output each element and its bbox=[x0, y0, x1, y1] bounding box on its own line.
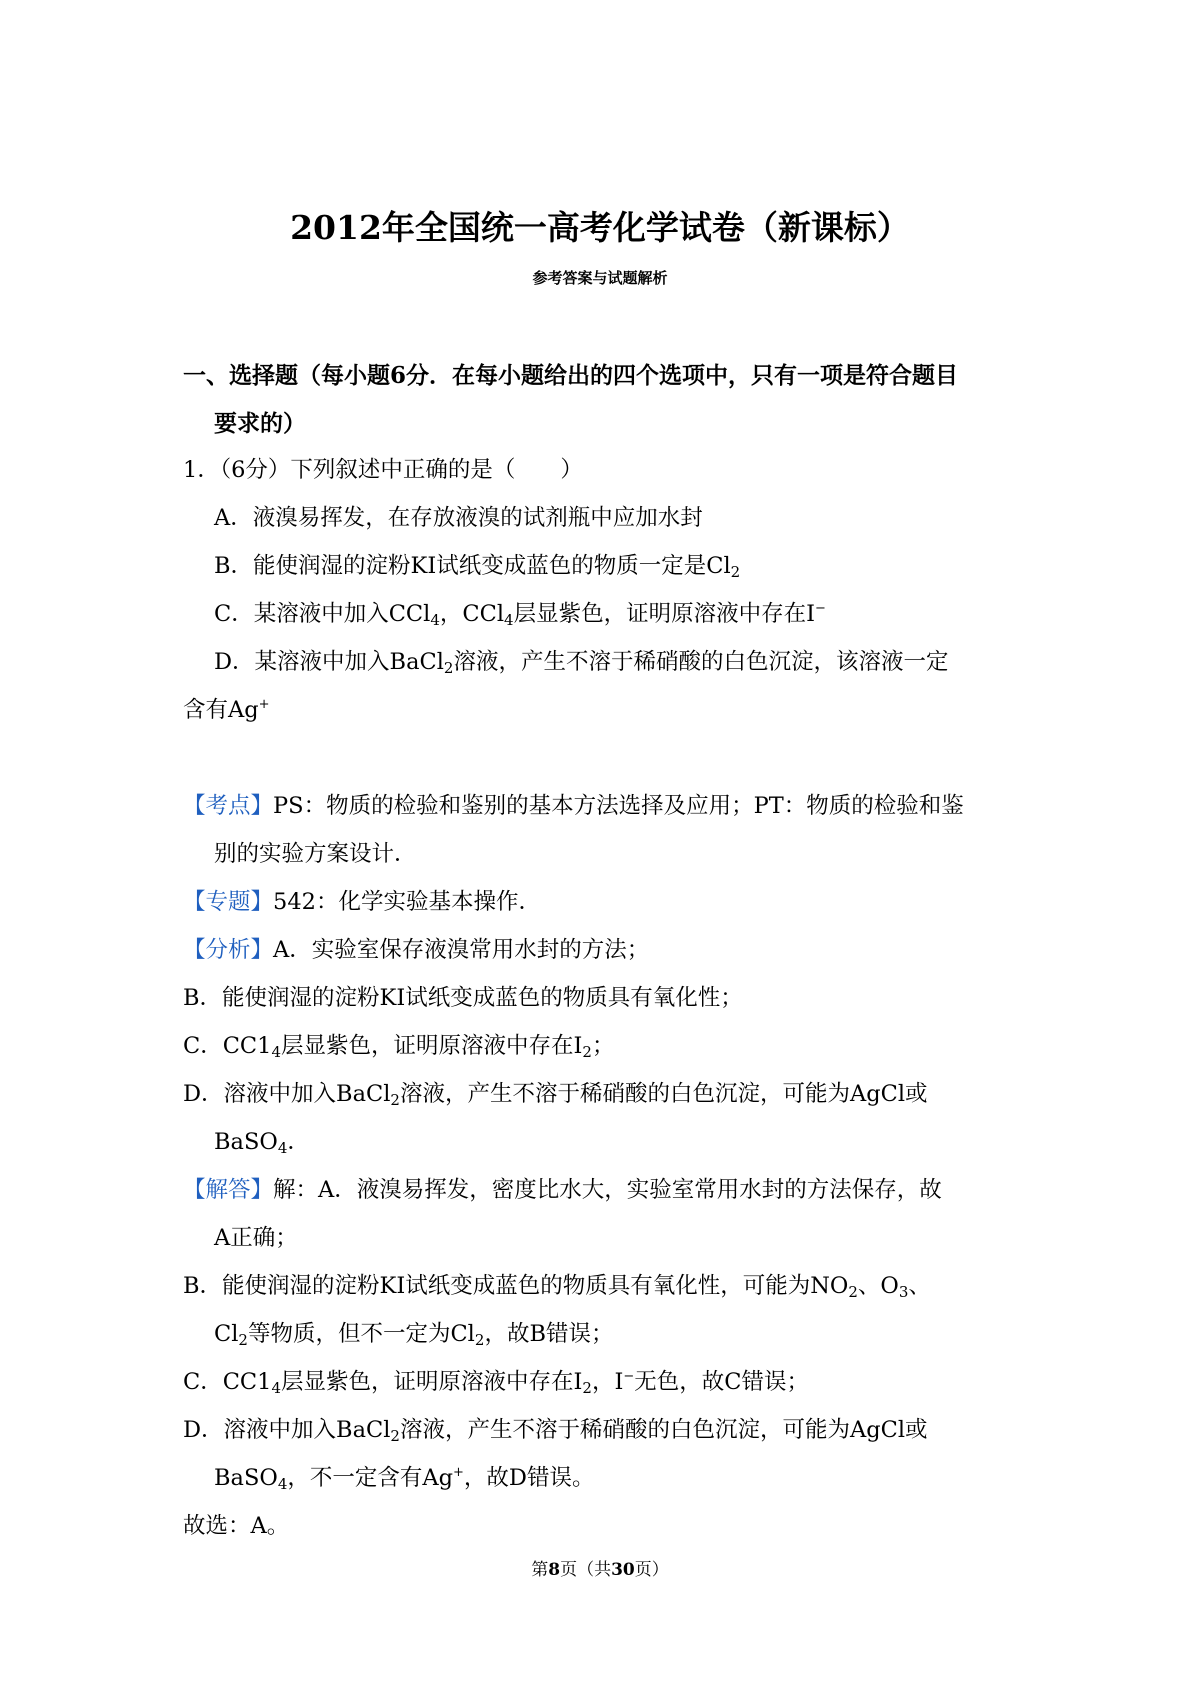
fenxi-d-subscript: 2 bbox=[390, 1091, 400, 1109]
option-c-text2: ，CCl bbox=[439, 601, 505, 627]
kaodian-line1 bbox=[183, 790, 1043, 822]
fenxi-c-subscript2: 2 bbox=[582, 1043, 592, 1061]
jieda-tag: 【解答】 bbox=[183, 1177, 274, 1203]
fenxi-d-text1: D．溶液中加入BaCl bbox=[183, 1081, 391, 1107]
jieda-d2-subscript: 4 bbox=[277, 1475, 288, 1493]
jieda-line-a1 bbox=[183, 1174, 1043, 1206]
jieda-line-d1 bbox=[183, 1414, 1043, 1446]
jieda-c-text2: 层显紫色，证明原溶液中存在I bbox=[281, 1369, 583, 1395]
fenxi-line-a bbox=[183, 934, 1043, 966]
question-stem: 1．（6分）下列叙述中正确的是（ ） bbox=[183, 457, 583, 483]
jieda-b1-subscript1: 2 bbox=[848, 1283, 858, 1301]
fenxi-d2-subscript: 4 bbox=[277, 1139, 288, 1157]
fenxi-text-a: A．实验室保存液溴常用水封的方法； bbox=[273, 937, 650, 963]
jieda-b1-subscript2: 3 bbox=[898, 1283, 909, 1301]
fenxi-c-text1: C．CC1 bbox=[183, 1033, 272, 1059]
jieda-line-d2 bbox=[214, 1462, 1074, 1494]
kaodian-line2: 别的实验方案设计． bbox=[214, 841, 417, 867]
jieda-c-superscript: − bbox=[623, 1369, 635, 1384]
zhuanti-tag: 【专题】 bbox=[183, 889, 274, 915]
jieda-d2-text2: ，不一定含有Ag bbox=[287, 1465, 454, 1491]
jieda-b1-text1: B．能使润湿的淀粉KI试纸变成蓝色的物质具有氧化性，可能为NO bbox=[183, 1273, 849, 1299]
page-footer bbox=[0, 1558, 1200, 1582]
jieda-d1-text1: D．溶液中加入BaCl bbox=[183, 1417, 391, 1443]
jieda-d1-subscript: 2 bbox=[390, 1427, 400, 1445]
jieda-c-text1: C．CC1 bbox=[183, 1369, 272, 1395]
footer-total-pages: 30 bbox=[611, 1560, 635, 1580]
jieda-c-subscript1: 4 bbox=[271, 1379, 282, 1397]
section-heading-line2: 要求的） bbox=[214, 410, 306, 437]
option-d-line2 bbox=[183, 694, 1043, 726]
option-c-text3: 层显紫色，证明原溶液中存在I bbox=[513, 601, 815, 627]
jieda-d2-text3: ，故D错误。 bbox=[463, 1465, 595, 1491]
option-c-text1: C．某溶液中加入CCl bbox=[214, 601, 431, 627]
footer-prefix: 第 bbox=[531, 1560, 549, 1580]
option-d-subscript: 2 bbox=[443, 659, 454, 677]
jieda-b2-text2: 等物质，但不一定为Cl bbox=[247, 1321, 475, 1347]
page-subtitle: 参考答案与试题解析 bbox=[532, 269, 668, 287]
jieda-b1-text2: 、O bbox=[857, 1273, 899, 1299]
jieda-d2-text1: BaSO bbox=[214, 1465, 278, 1491]
fenxi-c-text2: 层显紫色，证明原溶液中存在I bbox=[281, 1033, 583, 1059]
option-c-superscript: − bbox=[814, 601, 826, 616]
jieda-b2-subscript2: 2 bbox=[474, 1331, 485, 1349]
fenxi-line-b: B．能使润湿的淀粉KI试纸变成蓝色的物质具有氧化性； bbox=[183, 985, 743, 1011]
option-b bbox=[214, 550, 1074, 582]
option-c bbox=[214, 598, 1074, 630]
fenxi-d2-text1: BaSO bbox=[214, 1129, 278, 1155]
jieda-b2-text1: Cl bbox=[214, 1321, 239, 1347]
footer-page-number: 8 bbox=[548, 1560, 561, 1580]
jieda-c-text3: ，I bbox=[591, 1369, 624, 1395]
fenxi-c-subscript1: 4 bbox=[271, 1043, 282, 1061]
jieda-line-a2: A正确； bbox=[214, 1225, 298, 1251]
option-d-text2: 溶液，产生不溶于稀硝酸的白色沉淀，该溶液一定 bbox=[453, 649, 949, 675]
jieda-line-b1 bbox=[183, 1270, 1043, 1302]
jieda-text-a1: 解：A．液溴易挥发，密度比水大，实验室常用水封的方法保存，故 bbox=[273, 1177, 942, 1203]
jieda-d2-superscript: + bbox=[453, 1465, 464, 1480]
fenxi-d-text2: 溶液，产生不溶于稀硝酸的白色沉淀，可能为AgCl或 bbox=[399, 1081, 928, 1107]
kaodian-text1: PS：物质的检验和鉴别的基本方法选择及应用；PT：物质的检验和鉴 bbox=[273, 793, 964, 819]
jieda-c-subscript2: 2 bbox=[582, 1379, 592, 1397]
jieda-b2-subscript1: 2 bbox=[238, 1331, 248, 1349]
jieda-b1-text3: 、 bbox=[908, 1273, 931, 1299]
zhuanti-line bbox=[183, 886, 1043, 918]
option-c-subscript2: 4 bbox=[504, 611, 514, 629]
footer-middle: 页（共 bbox=[560, 1560, 612, 1580]
footer-suffix: 页） bbox=[634, 1560, 669, 1580]
option-d-line1 bbox=[214, 646, 1074, 678]
jieda-line-c bbox=[183, 1366, 1043, 1398]
jieda-line-b2 bbox=[214, 1318, 1074, 1350]
fenxi-line-d2 bbox=[214, 1126, 1074, 1158]
fenxi-line-d1 bbox=[183, 1078, 1043, 1110]
option-d-superscript: + bbox=[258, 697, 270, 712]
option-a: A．液溴易挥发，在存放液溴的试剂瓶中应加水封 bbox=[214, 505, 703, 531]
option-b-subscript: 2 bbox=[730, 563, 741, 581]
option-b-text: B．能使润湿的淀粉KI试纸变成蓝色的物质一定是Cl bbox=[214, 553, 731, 579]
option-c-subscript1: 4 bbox=[430, 611, 440, 629]
jieda-answer: 故选：A。 bbox=[183, 1513, 290, 1539]
option-d-text1: D．某溶液中加入BaCl bbox=[214, 649, 444, 675]
option-d-text3: 含有Ag bbox=[183, 697, 259, 723]
section-heading-line1: 一、选择题（每小题6分．在每小题给出的四个选项中，只有一项是符合题目 bbox=[183, 362, 959, 389]
fenxi-c-text3: ； bbox=[591, 1033, 615, 1059]
fenxi-tag: 【分析】 bbox=[183, 937, 274, 963]
jieda-c-text4: 无色，故C错误； bbox=[634, 1369, 809, 1395]
kaodian-tag: 【考点】 bbox=[183, 793, 274, 819]
fenxi-d2-text2: ． bbox=[287, 1129, 310, 1155]
zhuanti-text: 542：化学实验基本操作． bbox=[273, 889, 541, 915]
page-title: 2012年全国统一高考化学试卷（新课标） bbox=[290, 208, 910, 247]
jieda-d1-text2: 溶液，产生不溶于稀硝酸的白色沉淀，可能为AgCl或 bbox=[399, 1417, 928, 1443]
jieda-b2-text3: ，故B错误； bbox=[484, 1321, 614, 1347]
fenxi-line-c bbox=[183, 1030, 1043, 1062]
